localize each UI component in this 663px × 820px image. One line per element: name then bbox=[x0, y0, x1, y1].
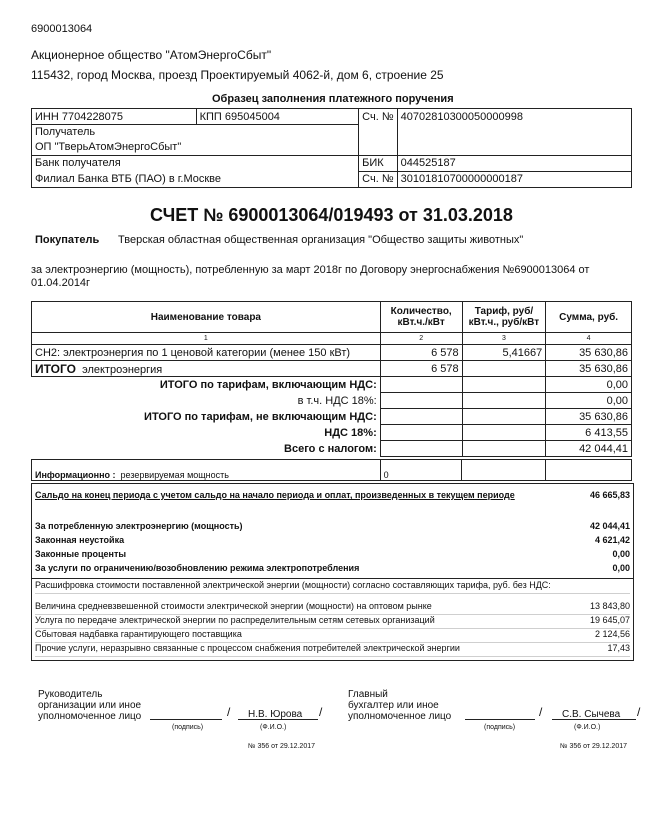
recipient-label: Получатель bbox=[32, 125, 359, 140]
col-header-name: Наименование товара bbox=[32, 302, 381, 333]
decomposition-line bbox=[35, 601, 630, 615]
purpose-line-2: 01.04.2014г bbox=[31, 277, 91, 289]
total-value: 6 413,55 bbox=[546, 425, 632, 441]
company-address: 115432, город Москва, проезд Проектируемый 4062-й, дом 6, строение 25 bbox=[31, 68, 444, 82]
payment-form-title: Образец заполнения платежного поручения bbox=[212, 93, 454, 105]
right-sign-caption: (подпись) bbox=[484, 724, 516, 731]
decomposition-line-value: 13 843,80 bbox=[589, 601, 630, 611]
decomposition-line bbox=[35, 643, 630, 657]
info-label-bold: Информационно : bbox=[35, 470, 116, 480]
left-signer-name: Н.В. Юрова bbox=[248, 709, 303, 720]
decomposition-line bbox=[35, 615, 630, 629]
company-name: Акционерное общество "АтомЭнергоСбыт" bbox=[31, 48, 272, 62]
saldo-line bbox=[35, 549, 630, 559]
slash: / bbox=[539, 705, 543, 719]
right-role-line: Главный bbox=[348, 689, 388, 700]
total-label: в т.ч. НДС 18%: bbox=[32, 393, 381, 409]
recipient-name: ОП "ТверьАтомЭнергоСбыт" bbox=[32, 140, 359, 156]
saldo-end-label: Сальдо на конец периода с учетом сальдо на начало периода и оплат, произведенных в текущем периоде bbox=[35, 490, 515, 500]
itogo-label bbox=[32, 361, 381, 377]
right-name-line bbox=[552, 719, 636, 720]
decomposition-line-value: 19 645,07 bbox=[589, 615, 630, 625]
saldo-end-value: 46 665,83 bbox=[589, 490, 630, 500]
col-header-sum: Сумма, руб. bbox=[546, 302, 632, 333]
corr-account-number: 30101810700000000187 bbox=[397, 171, 631, 187]
corr-account-label: Сч. № bbox=[359, 171, 397, 187]
saldo-line-value: 0,00 bbox=[612, 549, 630, 559]
saldo-line-label: За услуги по ограничению/возобновлению режима электропотребления bbox=[35, 563, 360, 573]
total-label: НДС 18%: bbox=[32, 425, 381, 441]
left-sign-caption: (подпись) bbox=[172, 724, 204, 731]
item-qty: 6 578 bbox=[380, 345, 462, 361]
saldo-line-label: Законные проценты bbox=[35, 549, 127, 559]
col-number: 3 bbox=[462, 333, 546, 345]
saldo-block bbox=[31, 483, 634, 579]
left-doc-ref: № 356 от 29.12.2017 bbox=[248, 743, 316, 750]
info-value: 0 bbox=[380, 460, 462, 481]
left-name-line bbox=[238, 719, 318, 720]
saldo-line bbox=[35, 521, 630, 531]
inn: ИНН 7704228075 bbox=[32, 109, 197, 125]
saldo-line-value: 4 621,42 bbox=[594, 535, 630, 545]
total-label: ИТОГО по тарифам, не включающим НДС: bbox=[32, 409, 381, 425]
left-role-line: организации или иное bbox=[38, 700, 142, 711]
info-label-rest: резервируемая мощность bbox=[120, 470, 229, 480]
total-value: 35 630,86 bbox=[546, 409, 632, 425]
left-signer-role bbox=[38, 689, 141, 722]
goods-table bbox=[31, 301, 632, 457]
decomposition-line-label: Величина средневзвешенной стоимости электрической энергии (мощности) на оптовом рынке bbox=[35, 601, 432, 611]
account-code: 6900013064 bbox=[31, 23, 93, 35]
buyer-label: Покупатель bbox=[35, 234, 100, 246]
item-tariff: 5,41667 bbox=[462, 345, 546, 361]
col-number: 4 bbox=[546, 333, 632, 345]
itogo-rest: электроэнергия bbox=[82, 363, 163, 376]
decomposition-line-label: Прочие услуги, неразрывно связанные с процессом снабжения потребителей электрической энергии bbox=[35, 643, 460, 653]
left-fio-caption: (Ф.И.О.) bbox=[260, 724, 287, 731]
right-fio-caption: (Ф.И.О.) bbox=[574, 724, 601, 731]
purpose-line-1: за электроэнергию (мощность), потребленную за март 2018г по Договору энергоснабжения №6900013064 от bbox=[31, 264, 590, 276]
left-signature-line bbox=[150, 719, 222, 720]
buyer-name: Тверская областная общественная организация "Общество защиты животных" bbox=[118, 234, 524, 246]
info-table bbox=[31, 459, 632, 481]
decomposition-title-text: Расшифровка стоимости поставленной электрической энергии (мощности) согласно составляющих тарифа, руб. без НДС: bbox=[35, 580, 551, 590]
right-signer-name: С.В. Сычева bbox=[562, 709, 621, 720]
saldo-line-label: Законная неустойка bbox=[35, 535, 125, 545]
right-signature-line bbox=[465, 719, 535, 720]
item-sum: 35 630,86 bbox=[546, 345, 632, 361]
saldo-line-label: За потребленную электроэнергию (мощность) bbox=[35, 521, 243, 531]
slash: / bbox=[319, 705, 323, 719]
saldo-line-value: 42 044,41 bbox=[589, 521, 630, 531]
itogo-sum: 35 630,86 bbox=[546, 361, 632, 377]
invoice-title: СЧЕТ № 6900013064/019493 от 31.03.2018 bbox=[150, 205, 513, 225]
bank-label: Банк получателя bbox=[32, 155, 359, 171]
col-number: 2 bbox=[380, 333, 462, 345]
bank-name: Филиал Банка ВТБ (ПАО) в г.Москве bbox=[32, 171, 359, 187]
slash: / bbox=[637, 705, 641, 719]
saldo-line bbox=[35, 535, 630, 545]
tariff-decomposition-block bbox=[31, 577, 634, 661]
decomposition-line-label: Услуга по передаче электрической энергии по распределительным сетям сетевых организаций bbox=[35, 615, 435, 625]
bik-value: 044525187 bbox=[397, 155, 631, 171]
saldo-line bbox=[35, 563, 630, 573]
itogo-row bbox=[32, 361, 632, 377]
right-role-line: бухгалтер или иное bbox=[348, 700, 439, 711]
saldo-end-line bbox=[35, 490, 630, 500]
decomposition-title bbox=[35, 580, 630, 594]
account-number: 40702810300050000998 bbox=[397, 109, 631, 125]
right-role-line: уполномоченное лицо bbox=[348, 711, 452, 722]
decomposition-line bbox=[35, 629, 630, 643]
bik-label: БИК bbox=[359, 155, 397, 171]
account-label: Сч. № bbox=[359, 109, 397, 125]
payment-order-table bbox=[31, 108, 632, 188]
itogo-bold: ИТОГО bbox=[35, 361, 76, 376]
left-role-line: уполномоченное лицо bbox=[38, 711, 142, 722]
saldo-line-value: 0,00 bbox=[612, 563, 630, 573]
decomposition-line-value: 2 124,56 bbox=[594, 629, 630, 639]
decomposition-line-value: 17,43 bbox=[607, 643, 630, 653]
right-signer-role bbox=[348, 689, 451, 722]
total-value: 0,00 bbox=[546, 393, 632, 409]
table-row bbox=[32, 345, 632, 361]
total-label: Всего с налогом: bbox=[32, 441, 381, 457]
decomposition-line-label: Сбытовая надбавка гарантирующего поставщика bbox=[35, 629, 242, 639]
info-label bbox=[32, 460, 381, 481]
slash: / bbox=[227, 705, 231, 719]
item-name: СН2: электроэнергия по 1 ценовой категории (менее 150 кВт) bbox=[32, 345, 381, 361]
total-value: 0,00 bbox=[546, 377, 632, 393]
total-value: 42 044,41 bbox=[546, 441, 632, 457]
itogo-qty: 6 578 bbox=[380, 361, 462, 377]
right-doc-ref: № 356 от 29.12.2017 bbox=[560, 743, 628, 750]
col-number: 1 bbox=[32, 333, 381, 345]
left-role-line: Руководитель bbox=[38, 689, 103, 700]
col-header-qty: Количество, кВт.ч./кВт bbox=[380, 302, 462, 333]
col-header-tariff: Тариф, руб/ кВт.ч., руб/кВт bbox=[462, 302, 546, 333]
kpp: КПП 695045004 bbox=[196, 109, 359, 125]
total-label: ИТОГО по тарифам, включающим НДС: bbox=[32, 377, 381, 393]
